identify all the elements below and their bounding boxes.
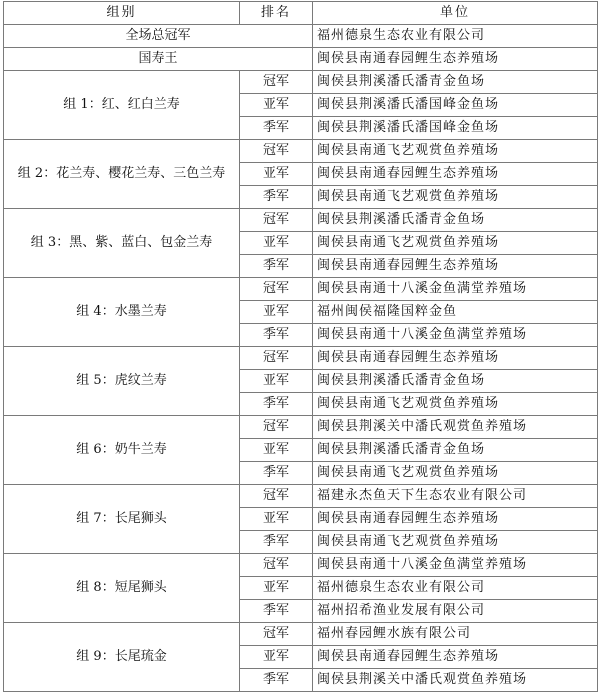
rank-cell: 冠军 [240,416,313,439]
table-row [4,209,598,232]
unit-cell: 福州闽侯福隆国粹金鱼 [313,301,598,324]
group-name: 组 4：水墨兰寿 [4,278,240,347]
rank-cell: 季军 [240,255,313,278]
table-row [4,623,598,646]
rank-cell: 亚军 [240,163,313,186]
rank-cell: 冠军 [240,209,313,232]
overall-label: 国寿王 [4,48,313,71]
table-row [4,416,598,439]
rank-cell: 季军 [240,324,313,347]
unit-cell: 闽侯县南通春园鲤生态养殖场 [313,646,598,669]
header-unit: 单位 [313,2,598,25]
rank-cell: 冠军 [240,347,313,370]
unit-cell: 闽侯县南通飞艺观赏鱼养殖场 [313,186,598,209]
rank-cell: 冠军 [240,140,313,163]
group-name: 组 1：红、红白兰寿 [4,71,240,140]
unit-cell: 闽侯县南通十八溪金鱼满堂养殖场 [313,324,598,347]
table-row [4,278,598,301]
rank-cell: 季军 [240,531,313,554]
overall-unit: 福州德泉生态农业有限公司 [313,25,598,48]
rank-cell: 季军 [240,600,313,623]
unit-cell: 闽侯县南通飞艺观赏鱼养殖场 [313,393,598,416]
rank-cell: 亚军 [240,439,313,462]
unit-cell: 闽侯县荆溪潘氏潘青金鱼场 [313,370,598,393]
unit-cell: 闽侯县荆溪潘氏潘国峰金鱼场 [313,117,598,140]
unit-cell: 闽侯县荆溪关中潘氏观赏鱼养殖场 [313,416,598,439]
rank-cell: 季军 [240,117,313,140]
unit-cell: 闽侯县荆溪关中潘氏观赏鱼养殖场 [313,669,598,692]
rank-cell: 亚军 [240,94,313,117]
rank-cell: 季军 [240,669,313,692]
overall-row [4,25,598,48]
overall-label: 全场总冠军 [4,25,313,48]
rank-cell: 季军 [240,462,313,485]
rank-cell: 亚军 [240,232,313,255]
unit-cell: 闽侯县荆溪潘氏潘青金鱼场 [313,439,598,462]
unit-cell: 闽侯县荆溪潘氏潘青金鱼场 [313,71,598,94]
table-row [4,485,598,508]
header-rank: 排名 [240,2,313,25]
rank-cell: 冠军 [240,623,313,646]
rank-cell: 冠军 [240,554,313,577]
header-row [4,2,598,25]
table-row [4,140,598,163]
unit-cell: 福州德泉生态农业有限公司 [313,577,598,600]
group-name: 组 9：长尾琉金 [4,623,240,692]
overall-row [4,48,598,71]
unit-cell: 闽侯县南通春园鲤生态养殖场 [313,347,598,370]
rank-cell: 亚军 [240,577,313,600]
unit-cell: 闽侯县南通春园鲤生态养殖场 [313,255,598,278]
group-name: 组 3：黑、紫、蓝白、包金兰寿 [4,209,240,278]
rank-cell: 亚军 [240,646,313,669]
unit-cell: 闽侯县南通十八溪金鱼满堂养殖场 [313,554,598,577]
unit-cell: 福建永杰鱼天下生态农业有限公司 [313,485,598,508]
overall-unit: 闽侯县南通春园鲤生态养殖场 [313,48,598,71]
rank-cell: 冠军 [240,278,313,301]
table-row [4,347,598,370]
results-table [3,1,598,692]
unit-cell: 闽侯县南通飞艺观赏鱼养殖场 [313,462,598,485]
group-name: 组 6：奶牛兰寿 [4,416,240,485]
group-name: 组 2：花兰寿、樱花兰寿、三色兰寿 [4,140,240,209]
rank-cell: 亚军 [240,301,313,324]
unit-cell: 闽侯县南通飞艺观赏鱼养殖场 [313,140,598,163]
rank-cell: 冠军 [240,485,313,508]
unit-cell: 闽侯县南通十八溪金鱼满堂养殖场 [313,278,598,301]
unit-cell: 闽侯县南通春园鲤生态养殖场 [313,508,598,531]
unit-cell: 闽侯县南通飞艺观赏鱼养殖场 [313,232,598,255]
header-group: 组别 [4,2,240,25]
rank-cell: 亚军 [240,370,313,393]
rank-cell: 冠军 [240,71,313,94]
group-name: 组 5：虎纹兰寿 [4,347,240,416]
unit-cell: 福州招希渔业发展有限公司 [313,600,598,623]
unit-cell: 闽侯县南通春园鲤生态养殖场 [313,163,598,186]
unit-cell: 闽侯县荆溪潘氏潘青金鱼场 [313,209,598,232]
group-name: 组 8：短尾狮头 [4,554,240,623]
group-name: 组 7：长尾狮头 [4,485,240,554]
rank-cell: 亚军 [240,508,313,531]
unit-cell: 福州春园鲤水族有限公司 [313,623,598,646]
unit-cell: 闽侯县荆溪潘氏潘国峰金鱼场 [313,94,598,117]
table-row [4,554,598,577]
table-row [4,71,598,94]
unit-cell: 闽侯县南通飞艺观赏鱼养殖场 [313,531,598,554]
rank-cell: 季军 [240,186,313,209]
rank-cell: 季军 [240,393,313,416]
